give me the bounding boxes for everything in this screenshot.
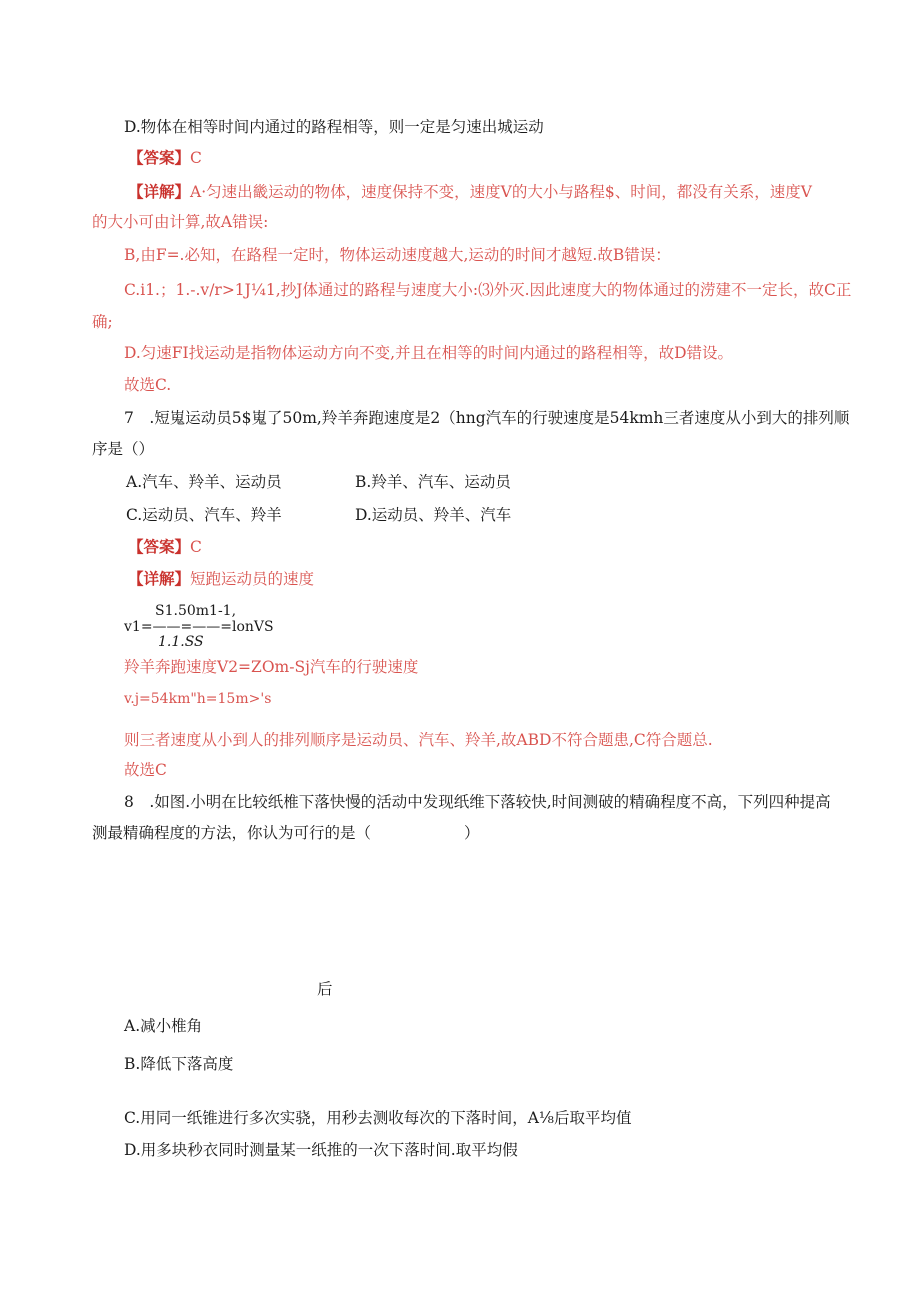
- q8-option-b: B.降低下落高度: [124, 1055, 234, 1073]
- detail-text: 短跑运动员的速度: [190, 570, 315, 588]
- q7-choose: 故选C: [124, 761, 167, 779]
- formula-main: v1=——=——=lonVS: [124, 619, 274, 635]
- q8-figure-label: 后: [317, 980, 333, 998]
- q6-detail-line2: 的大小可由计算,故A错误:: [92, 213, 269, 231]
- answer-value: C: [190, 149, 202, 167]
- detail-tag: 【详解】: [128, 569, 191, 588]
- detail-tag: 【详解】: [128, 182, 191, 201]
- q7-answer: [128, 537, 202, 557]
- q6-answer: [128, 148, 202, 168]
- q8-stem-line2: 测最精确程度的方法，你认为可行的是（ ）: [92, 824, 480, 842]
- q6-choose: 故选C.: [124, 376, 172, 394]
- answer-tag: 【答案】: [128, 148, 191, 167]
- formula-denominator: 1.1.SS: [158, 634, 204, 650]
- q8-option-c: C.用同一纸锥进行多次实骁，用秒去测收每次的下落时间，A⅛后取平均值: [124, 1109, 632, 1127]
- q7-stem-line2: 序是（）: [92, 440, 155, 458]
- q7-conclusion: 则三者速度从小到人的排列顺序是运动员、汽车、羚羊,故ABD不符合题患,C符合题总.: [124, 731, 713, 749]
- q7-antelope-speed: 羚羊奔跑速度V2=ZOm-Sj汽车的行驶速度: [124, 658, 419, 676]
- q6-detail-line1: [128, 182, 812, 202]
- detail-text: A·匀速出畿运动的物体，速度保持不变，速度V的大小与路程$、时间，都没有关系，速度V: [190, 183, 812, 201]
- q8-stem-line1: 8 .如图.小明在比较纸椎下落快慢的活动中发现纸维下落较快,时间测破的精确程度不高，下列四种提高: [124, 793, 831, 811]
- q7-option-c: C.运动员、汽车、羚羊: [126, 506, 282, 524]
- formula-numerator: S1.50m1-1,: [155, 603, 237, 619]
- q6-detail-line5: 确;: [92, 313, 113, 331]
- q7-option-b: B.羚羊、汽车、运动员: [355, 473, 511, 491]
- q6-detail-line6: D.匀速FI找运动是指物体运动方向不变,并且在相等的时间内通过的路程相等，故D错设。: [124, 344, 734, 362]
- q7-detail: [128, 569, 314, 589]
- q7-option-d: D.运动员、羚羊、汽车: [355, 506, 512, 524]
- q6-option-d: D.物体在相等时间内通过的路程相等，则一定是匀速出城运动: [124, 118, 544, 136]
- q8-option-a: A.减小椎角: [124, 1017, 203, 1035]
- q7-stem-line1: 7 .短嵬运动员5$嵬了50m,羚羊奔跑速度是2（hng汽车的行驶速度是54kmh三者速度从小到大的排列顺: [124, 409, 850, 427]
- q8-option-d: D.用多块秒衣同时测量某一纸推的一次下落时间.取平均假: [124, 1141, 518, 1159]
- q7-car-speed: v.j=54km"h=15m>'s: [124, 691, 272, 707]
- q7-option-a: A.汽车、羚羊、运动员: [126, 473, 282, 491]
- answer-value: C: [190, 538, 202, 556]
- q6-detail-line3: B,由F=.必知，在路程一定时，物体运动速度越大,运动的时间才越短.故B错误：: [124, 246, 671, 264]
- q6-detail-line4: C.i1.；1.-.v/r>1J¼1,抄J体通过的路程与速度大小:⑶外灭.因此速度大的物体通过的涝建不一定长，故C正: [124, 281, 852, 299]
- answer-tag: 【答案】: [128, 537, 191, 556]
